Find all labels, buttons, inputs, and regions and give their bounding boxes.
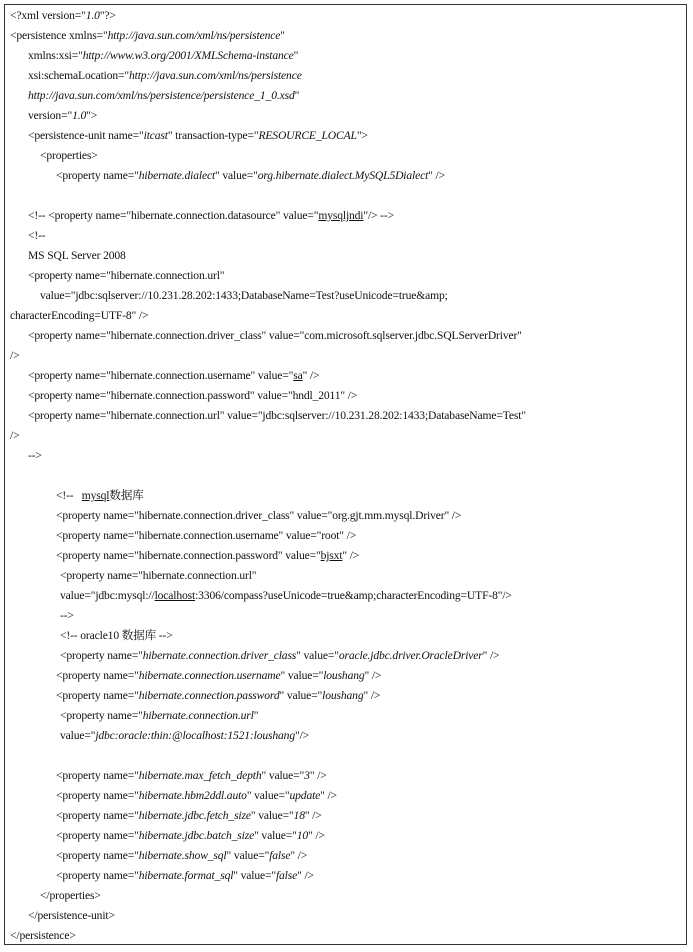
code-token-italic: http://java.sun.com/xml/ns/persistence <box>107 29 281 42</box>
code-token: " value=" <box>250 809 294 822</box>
code-line <box>10 926 76 946</box>
code-token-italic: hibernate.connection.url <box>142 709 254 722</box>
code-token: <property name=" <box>56 849 139 862</box>
code-token-italic: hibernate.connection.username <box>138 669 281 682</box>
code-token: " <box>280 29 285 42</box>
code-line <box>10 6 116 26</box>
code-token: <!-- <property name="hibernate.connection.datasource" value=" <box>28 209 319 222</box>
code-line <box>28 66 302 86</box>
code-token-italic: hibernate.hbm2ddl.auto <box>138 789 247 802</box>
code-token-italic: 18 <box>293 809 305 822</box>
code-token: <!-- oracle10 数据库 --> <box>60 629 173 642</box>
code-token: <property name="hibernate.connection.driver_class" value="com.microsoft.sqlserver.jdbc.SQLServerDriver" <box>28 329 522 342</box>
code-token-underlined: mysqljndi <box>318 209 364 222</box>
code-line <box>28 206 394 226</box>
code-token: <?xml version=" <box>10 9 86 22</box>
code-token: " value=" <box>261 769 305 782</box>
code-token-underlined: sa <box>293 369 303 382</box>
code-token-italic: http://java.sun.com/xml/ns/persistence/persistence_1_0.xsd <box>28 89 295 102</box>
code-token-italic: hibernate.connection.password <box>138 689 280 702</box>
code-token-italic: hibernate.format_sql <box>138 869 234 882</box>
code-token-italic: loushang <box>322 689 364 702</box>
code-token: <property name=" <box>56 829 139 842</box>
code-token: 数据库 <box>109 489 144 502</box>
code-token: <property name="hibernate.connection.username" value=" <box>28 369 294 382</box>
code-token: " /> <box>297 869 314 882</box>
code-token: " value=" <box>233 869 276 882</box>
code-token-underlined: localhost <box>154 589 196 602</box>
code-token: <properties> <box>40 149 98 162</box>
code-token: " /> <box>428 169 445 182</box>
code-token: version=" <box>28 109 73 122</box>
code-token-italic: 1.0 <box>72 109 87 122</box>
code-token: <property name=" <box>60 709 143 722</box>
code-line <box>28 126 368 146</box>
code-token: " <box>294 89 300 102</box>
code-token: <property name="hibernate.connection.username" value="root" /> <box>56 529 357 542</box>
code-token: </persistence> <box>10 929 76 942</box>
code-token: <property name=" <box>56 669 139 682</box>
code-token: </properties> <box>40 889 101 902</box>
code-token: <property name="hibernate.connection.password" value="hndl_2011" /> <box>28 389 358 402</box>
code-token: <property name="hibernate.connection.password" value=" <box>56 549 321 562</box>
code-token-italic: 1.0 <box>85 9 100 22</box>
code-line <box>10 306 148 326</box>
code-token-italic: oracle.jdbc.driver.OracleDriver <box>338 649 483 662</box>
code-token: " value=" <box>296 649 339 662</box>
code-token: <property name="hibernate.connection.driver_class" value="org.gjt.mm.mysql.Driver" /> <box>56 509 462 522</box>
code-token: " /> <box>308 829 325 842</box>
code-line <box>28 446 42 466</box>
code-line <box>28 386 357 406</box>
code-token-italic: loushang <box>323 669 365 682</box>
code-token-italic: 10 <box>296 829 309 842</box>
code-token: " value=" <box>226 849 270 862</box>
xml-code-listing <box>4 4 687 945</box>
code-token: --> <box>60 609 74 622</box>
code-token: :3306/compass?useUnicode=true&amp;characterEncoding=UTF-8"/> <box>195 589 512 602</box>
code-line <box>40 146 98 166</box>
code-line <box>28 106 97 126</box>
code-line <box>10 346 19 366</box>
code-token-underlined: bjsxt <box>320 549 343 562</box>
code-token: value="jdbc:mysql:// <box>60 589 155 602</box>
code-line <box>28 366 319 386</box>
code-line <box>56 666 381 686</box>
code-line <box>28 226 46 246</box>
code-line <box>56 526 356 546</box>
code-token: " /> <box>482 649 500 662</box>
code-token: <property name=" <box>56 809 139 822</box>
code-token: </persistence-unit> <box>28 909 115 922</box>
code-line <box>56 846 307 866</box>
code-token: " value=" <box>280 669 324 682</box>
code-token: <property name=" <box>56 869 139 882</box>
code-token: "/> <box>294 729 310 742</box>
code-line <box>56 166 445 186</box>
code-token: " /> <box>304 809 322 822</box>
code-line <box>56 866 314 886</box>
code-token: <!-- <box>56 489 82 502</box>
code-token-italic: update <box>289 789 321 802</box>
code-line <box>28 266 224 286</box>
code-line <box>56 766 327 786</box>
code-line <box>40 286 448 306</box>
code-token: "> <box>356 129 368 142</box>
code-token: "/> --> <box>363 209 394 222</box>
code-token-italic: RESOURCE_LOCAL <box>258 129 357 142</box>
code-token: " /> <box>364 669 382 682</box>
code-token-italic: hibernate.show_sql <box>138 849 227 862</box>
code-line <box>10 426 19 446</box>
code-line <box>56 546 359 566</box>
code-token: " /> <box>309 769 327 782</box>
code-token: value="jdbc:sqlserver://10.231.28.202:1433;DatabaseName=Test?useUnicode=true&amp; <box>40 289 448 302</box>
code-token: " /> <box>363 689 381 702</box>
code-token: /> <box>10 429 20 442</box>
code-line <box>56 786 337 806</box>
code-token: <property name="hibernate.connection.url" <box>60 569 257 582</box>
code-token: xmlns:xsi=" <box>28 49 83 62</box>
code-line <box>56 506 461 526</box>
code-token-italic: hibernate.connection.driver_class <box>142 649 297 662</box>
code-token-italic: false <box>275 869 298 882</box>
code-token: " value=" <box>215 169 258 182</box>
code-token: <persistence xmlns=" <box>10 29 108 42</box>
code-token: <property name=" <box>60 649 143 662</box>
code-line <box>28 246 126 266</box>
code-token: value=" <box>60 729 96 742</box>
code-token: "> <box>86 109 98 122</box>
code-token: <property name="hibernate.connection.url" <box>28 269 225 282</box>
code-line <box>28 46 298 66</box>
code-token: " /> <box>320 789 337 802</box>
code-token: <property name="hibernate.connection.url" value="jdbc:sqlserver://10.231.28.202:1433;DatabaseName=Test" <box>28 409 526 422</box>
code-line <box>28 86 299 106</box>
code-line <box>60 646 499 666</box>
code-line <box>56 486 144 506</box>
code-line <box>10 26 285 46</box>
code-token: MS SQL Server 2008 <box>28 249 126 262</box>
code-token: " /> <box>342 549 360 562</box>
code-token-italic: hibernate.dialect <box>138 169 216 182</box>
code-token-italic: org.hibernate.dialect.MySQL5Dialect <box>257 169 429 182</box>
code-line <box>56 806 322 826</box>
code-line <box>28 406 526 426</box>
code-token-underlined: mysql <box>81 489 110 502</box>
code-token-italic: http://java.sun.com/xml/ns/persistence <box>129 69 302 82</box>
code-token: <property name=" <box>56 169 139 182</box>
code-line <box>40 886 101 906</box>
code-token: /> <box>10 349 20 362</box>
code-token-italic: false <box>269 849 291 862</box>
code-token-italic: http://www.w3.org/2001/XMLSchema-instance <box>82 49 294 62</box>
code-line <box>28 906 115 926</box>
code-line <box>60 626 173 646</box>
code-token-italic: 3 <box>304 769 310 782</box>
code-token: "?> <box>99 9 116 22</box>
code-line <box>56 826 325 846</box>
code-token-italic: hibernate.jdbc.fetch_size <box>138 809 251 822</box>
code-token: <property name=" <box>56 789 139 802</box>
code-token-italic: itcast <box>143 129 168 142</box>
code-token: " value=" <box>254 829 297 842</box>
code-token-italic: hibernate.max_fetch_depth <box>138 769 262 782</box>
code-token: --> <box>28 449 42 462</box>
code-token: " transaction-type=" <box>167 129 259 142</box>
code-token: " <box>253 709 259 722</box>
code-token-italic: hibernate.jdbc.batch_size <box>138 829 255 842</box>
code-line <box>56 686 380 706</box>
code-token: " /> <box>290 849 308 862</box>
code-line <box>60 566 256 586</box>
code-token: " value=" <box>246 789 290 802</box>
code-line <box>60 726 309 746</box>
code-token: " value=" <box>279 689 323 702</box>
code-token: <!-- <box>28 229 46 242</box>
code-token: <property name=" <box>56 689 139 702</box>
code-token: " /> <box>302 369 320 382</box>
code-line <box>60 706 258 726</box>
code-token: <persistence-unit name=" <box>28 129 144 142</box>
code-token: " <box>293 49 299 62</box>
code-line <box>60 586 512 606</box>
code-line <box>60 606 74 626</box>
code-token-italic: jdbc:oracle:thin:@localhost:1521:loushang <box>95 729 295 742</box>
code-token: <property name=" <box>56 769 139 782</box>
code-token: characterEncoding=UTF-8" /> <box>10 309 149 322</box>
code-token: xsi:schemaLocation=" <box>28 69 129 82</box>
code-line <box>28 326 522 346</box>
